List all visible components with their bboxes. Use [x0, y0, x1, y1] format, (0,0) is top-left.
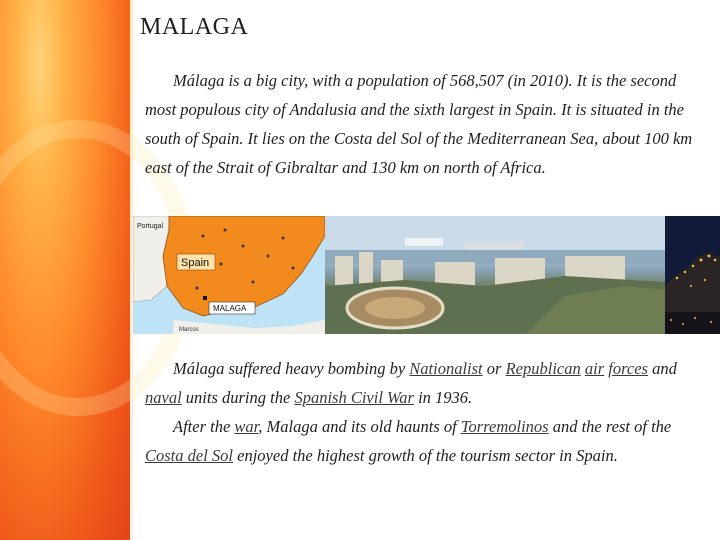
photo-strip: [133, 216, 720, 334]
link-war[interactable]: war: [234, 417, 259, 436]
history-text: or: [482, 359, 506, 378]
malaga-port-photo: [325, 216, 665, 334]
spain-map-image: [133, 216, 325, 334]
link-costa-del-sol[interactable]: Costa del Sol: [145, 446, 234, 465]
map-label-portugal: Portugal: [137, 223, 164, 230]
map-label-malaga: MALAGA: [213, 304, 247, 313]
history-text: and the rest of the: [548, 417, 672, 436]
link-nationalist[interactable]: Nationalist: [409, 359, 483, 378]
history-text: enjoyed the highest growth of the tourism sector in Spain.: [233, 446, 618, 465]
port-photo-graphic: [325, 216, 665, 334]
castle-night-photo: [665, 216, 720, 334]
history-text: After the: [173, 417, 235, 436]
link-forces[interactable]: forces: [608, 359, 648, 378]
page-title: MALAGA: [140, 14, 249, 40]
link-naval[interactable]: naval: [145, 388, 182, 407]
history-text: and: [647, 359, 677, 378]
intro-paragraph: Málaga is a big city, with a population of 568,507 (in 2010). It is the second most populous city of Andalusia and the sixth largest in Spain. It is situated in the south of Spain. It lies on the Costa del Sol of the Mediterranean Sea, about 100 km east of the Strait of Gibraltar and 130 km on north of Africa.: [145, 71, 693, 177]
spain-map-graphic: [133, 216, 325, 334]
link-torremolinos[interactable]: Torremolinos: [460, 417, 549, 436]
history-text: units during the: [181, 388, 295, 407]
night-photo-graphic: [665, 216, 720, 334]
history-text: , Malaga and its old haunts of: [258, 417, 461, 436]
link-air[interactable]: air: [584, 359, 605, 378]
history-paragraph: [145, 354, 710, 470]
history-text: in 1936.: [413, 388, 473, 407]
history-sentence-2: [145, 412, 710, 470]
history-sentence-1: [145, 354, 710, 412]
history-text: Málaga suffered heavy bombing by: [173, 359, 410, 378]
map-label-spain: Spain: [181, 257, 210, 269]
link-spanish-civil-war[interactable]: Spanish Civil War: [294, 388, 414, 407]
link-republican[interactable]: Republican: [505, 359, 581, 378]
decorative-side-band: [0, 0, 133, 540]
map-label-marcos: Marcos: [179, 327, 199, 333]
